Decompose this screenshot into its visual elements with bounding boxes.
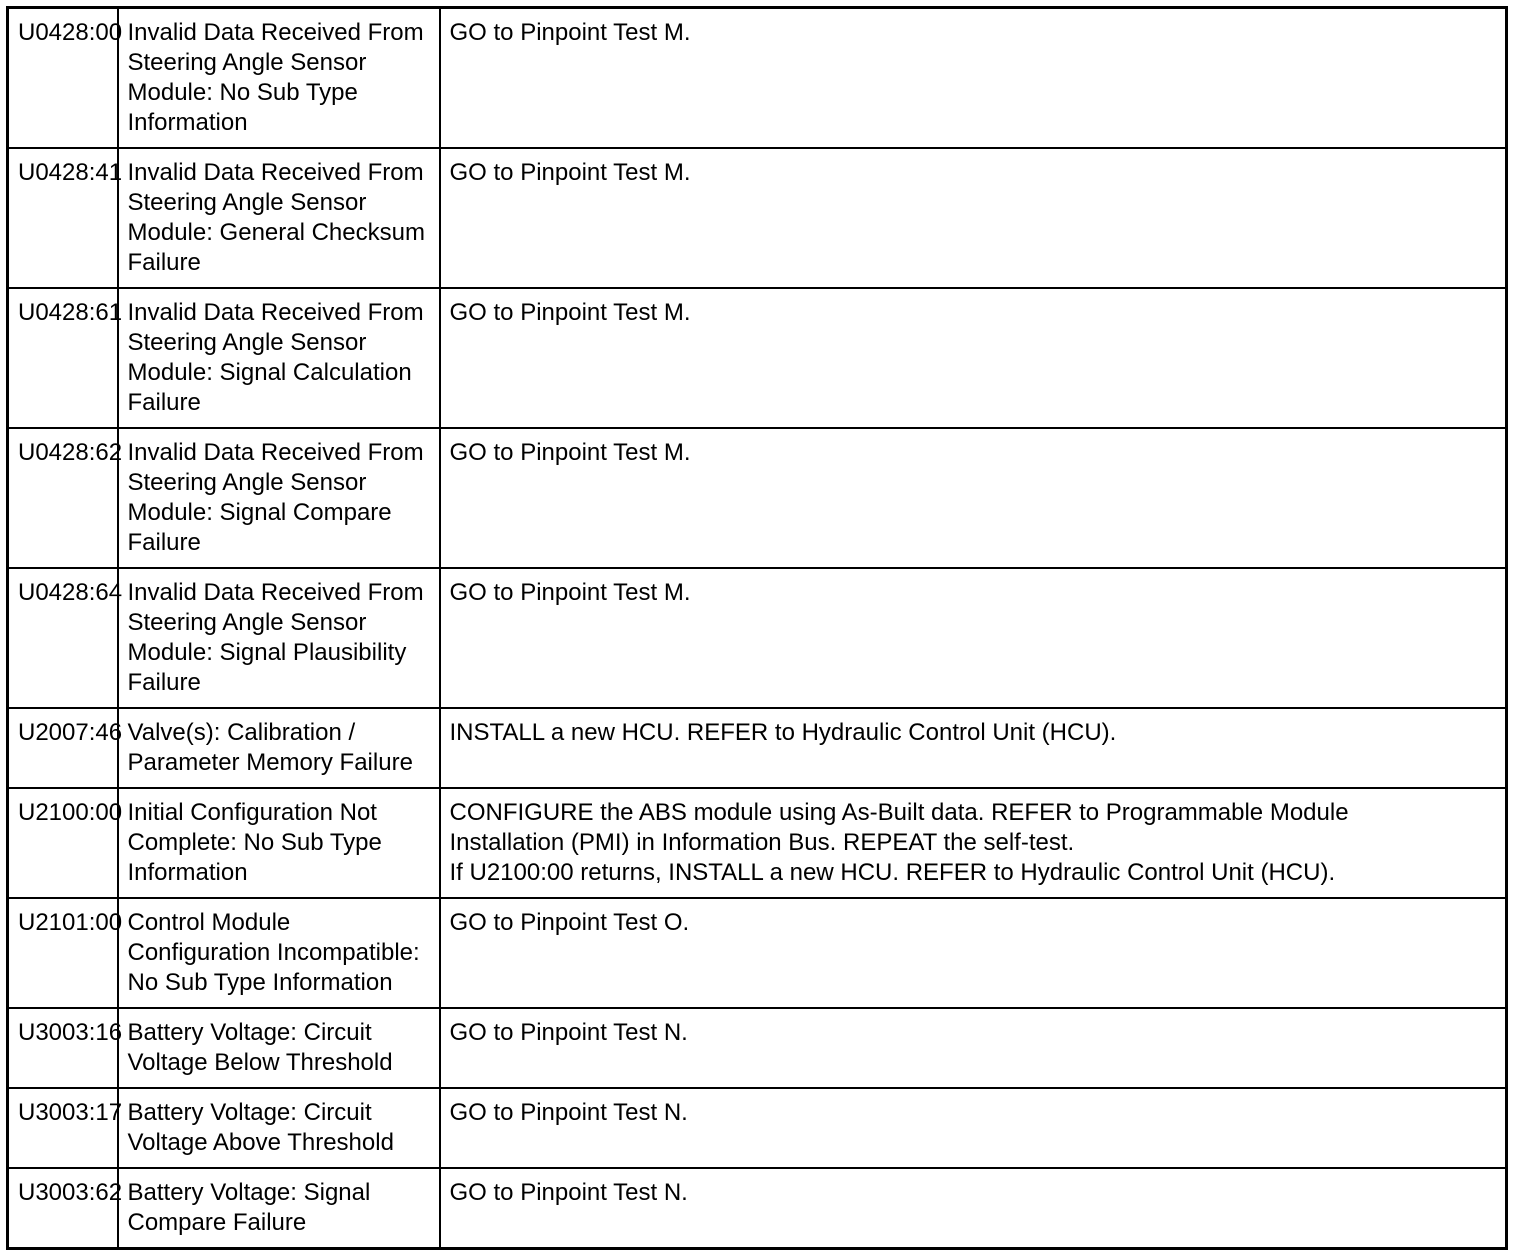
dtc-description: Battery Voltage: Circuit Voltage Below Threshold [118, 1008, 440, 1088]
dtc-code: U2101:00 [8, 898, 118, 1008]
dtc-table-body [8, 8, 1507, 1249]
table-row [8, 1008, 1507, 1088]
dtc-code: U0428:00 [8, 8, 118, 149]
dtc-action: INSTALL a new HCU. REFER to Hydraulic Control Unit (HCU). [440, 708, 1507, 788]
dtc-code: U0428:64 [8, 568, 118, 708]
dtc-action: GO to Pinpoint Test N. [440, 1008, 1507, 1088]
dtc-description: Invalid Data Received From Steering Angle Sensor Module: Signal Plausibility Failure [118, 568, 440, 708]
table-row [8, 428, 1507, 568]
dtc-description: Invalid Data Received From Steering Angle Sensor Module: General Checksum Failure [118, 148, 440, 288]
dtc-description: Valve(s): Calibration / Parameter Memory Failure [118, 708, 440, 788]
table-row [8, 708, 1507, 788]
dtc-action: GO to Pinpoint Test M. [440, 148, 1507, 288]
dtc-action: GO to Pinpoint Test M. [440, 8, 1507, 149]
table-row [8, 1088, 1507, 1168]
dtc-table [6, 6, 1508, 1250]
dtc-description: Battery Voltage: Signal Compare Failure [118, 1168, 440, 1249]
dtc-description: Invalid Data Received From Steering Angle Sensor Module: Signal Compare Failure [118, 428, 440, 568]
table-row [8, 568, 1507, 708]
dtc-action: GO to Pinpoint Test M. [440, 288, 1507, 428]
dtc-code: U0428:62 [8, 428, 118, 568]
dtc-code: U2100:00 [8, 788, 118, 898]
dtc-action: GO to Pinpoint Test N. [440, 1088, 1507, 1168]
dtc-action: GO to Pinpoint Test M. [440, 428, 1507, 568]
dtc-description: Initial Configuration Not Complete: No Sub Type Information [118, 788, 440, 898]
table-row [8, 898, 1507, 1008]
dtc-action: CONFIGURE the ABS module using As-Built data. REFER to Programmable Module Installation (PMI) in Information Bus. REPEAT the self-test. If U2100:00 returns, INSTALL a new HCU. REFER to Hydraulic Control Unit (HCU). [440, 788, 1507, 898]
table-row [8, 148, 1507, 288]
dtc-code: U3003:62 [8, 1168, 118, 1249]
dtc-action: GO to Pinpoint Test N. [440, 1168, 1507, 1249]
table-row [8, 788, 1507, 898]
dtc-description: Battery Voltage: Circuit Voltage Above Threshold [118, 1088, 440, 1168]
dtc-code: U0428:61 [8, 288, 118, 428]
table-row [8, 288, 1507, 428]
dtc-action: GO to Pinpoint Test O. [440, 898, 1507, 1008]
dtc-code: U2007:46 [8, 708, 118, 788]
table-row [8, 1168, 1507, 1249]
dtc-description: Control Module Configuration Incompatible: No Sub Type Information [118, 898, 440, 1008]
table-row [8, 8, 1507, 149]
dtc-code: U3003:17 [8, 1088, 118, 1168]
dtc-description: Invalid Data Received From Steering Angle Sensor Module: Signal Calculation Failure [118, 288, 440, 428]
dtc-description: Invalid Data Received From Steering Angle Sensor Module: No Sub Type Information [118, 8, 440, 149]
dtc-action: GO to Pinpoint Test M. [440, 568, 1507, 708]
dtc-code: U0428:41 [8, 148, 118, 288]
dtc-code: U3003:16 [8, 1008, 118, 1088]
